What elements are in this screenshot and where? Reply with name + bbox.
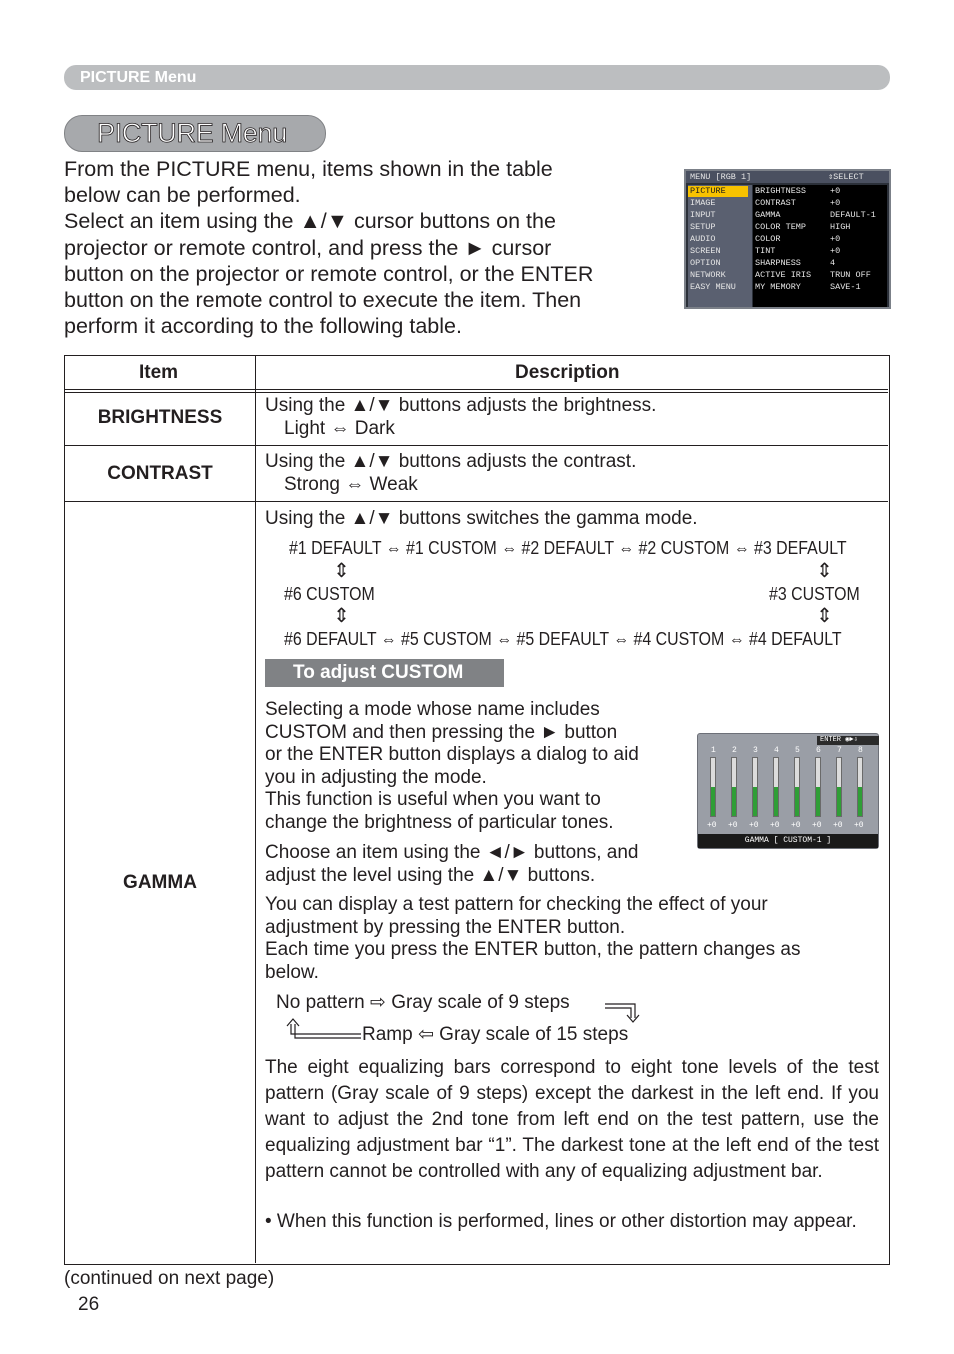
bar-level [711,787,715,816]
contrast-range: Strong ⇔ Weak [284,473,418,495]
select-icon: ⇕ [828,172,834,182]
brightness-line: Using the ▲/▼ buttons adjusts the brightness. [265,395,657,416]
picture-menu-screenshot [684,169,891,309]
loop-arrow-down-icon [603,1001,643,1023]
brightness-description [265,395,656,440]
menu-select-label: SELECT [833,172,864,182]
menu-item-value: 4 [830,258,836,268]
menu-item-value: +0 [830,234,841,244]
gamma-custom-paragraph [265,699,639,834]
table-divider-vertical [255,356,256,1263]
bar-level [795,787,799,816]
text-line: CUSTOM and then pressing the ► button [265,721,618,743]
bar-value: +0 [854,821,864,830]
bar-level [732,787,736,816]
menu-category-network: NETWORK [690,270,726,280]
updown-arrow-icon: ⇕ [333,605,350,627]
bar-value: +0 [707,821,717,830]
text-line: below. [265,961,319,983]
adjust-custom-heading: To adjust CUSTOM [265,659,504,687]
menu-item-value: TRUN OFF [830,270,871,280]
gamma-cycle-top: #1 DEFAULT ⇔ #1 CUSTOM ⇔ #2 DEFAULT ⇔ #2 CUSTOM ⇔ #3 DEFAULT [289,537,847,558]
menu-title: MENU [RGB 1] [690,172,752,182]
column-header-item: Item [139,362,179,383]
table-row-divider [65,445,888,446]
menu-item-name: COLOR [755,234,781,244]
gamma-custom-dialog-screenshot [697,733,879,849]
menu-title-bar [686,171,889,183]
text-line: You can display a test pattern for checking the effect of your [265,894,768,915]
bar-number: 8 [858,746,863,755]
continued-note: (continued on next page) [64,1268,275,1289]
menu-item-value: +0 [830,198,841,208]
bar-value: +0 [812,821,822,830]
text-line: or the ENTER button displays a dialog to aid [265,744,639,765]
intro-line: From the PICTURE menu, items shown in the table [64,157,553,181]
menu-item-name: TINT [755,246,776,256]
menu-category-easy-menu: EASY MENU [690,282,736,292]
bar-value: +0 [749,821,759,830]
menu-category-screen: SCREEN [690,246,721,256]
bar-number: 4 [774,746,779,755]
equalizing-bars-paragraph: The eight equalizing bars correspond to eight tone levels of the test pattern (Gray scale of 9 steps) except the darkest in the left end. If you want to adjust the 2nd tone from left end on the test pattern, use the equalizing adjustment bar “1”. The darkest tone at the left end of the test pattern cannot be controlled with any of equalizing adjustment bar. [265,1057,879,1182]
pattern-sequence-line1: No pattern ⇨ Gray scale of 9 steps [276,992,570,1013]
enter-label: ENTER [820,736,842,744]
gamma-test-pattern-paragraph [265,894,800,984]
bar-number: 2 [732,746,737,755]
intro-line: button on the remote control to execute the item. Then [64,288,582,313]
menu-item-value: +0 [830,246,841,256]
page-title: PICTURE Menu [64,115,326,152]
equalizing-bar [836,757,842,817]
bar-value: +0 [770,821,780,830]
menu-category-picture: PICTURE [688,186,748,197]
updown-arrow-icon: ⇕ [816,560,833,582]
gamma-intro: Using the ▲/▼ buttons switches the gamma mode. [265,508,698,529]
text-line: you in adjusting the mode. [265,766,487,788]
table-row-divider [65,501,888,502]
equalizing-bar [773,757,779,817]
bar-number: 5 [795,746,800,755]
bar-number: 3 [753,746,758,755]
item-brightness: BRIGHTNESS [97,407,223,428]
brightness-range: Light ⇔ Dark [284,417,395,439]
text-line: Selecting a mode whose name includes [265,699,600,720]
menu-item-name: CONTRAST [755,198,796,208]
intro-line: below can be performed. [64,183,301,208]
intro-line: Select an item using the ▲/▼ cursor buttons on the [64,209,556,234]
text-line: Each time you press the ENTER button, the pattern changes as [265,939,801,960]
pattern-sequence-line2: Ramp ⇦ Gray scale of 15 steps [362,1024,629,1045]
menu-item-name: ACTIVE IRIS [755,270,812,280]
enter-icon: ◉►⇩ [845,736,858,744]
gamma-cycle-right: #3 CUSTOM [769,583,860,604]
menu-item-name: COLOR TEMP [755,222,807,232]
equalizing-bar [752,757,758,817]
gamma-dialog-footer: GAMMA [ CUSTOM-1 ] [698,834,878,848]
menu-category-audio: AUDIO [690,234,716,244]
equalizing-bar [710,757,716,817]
bar-value: +0 [833,821,843,830]
bar-level [753,787,757,816]
menu-category-setup: SETUP [690,222,716,232]
text-line: Choose an item using the ◄/► buttons, and [265,842,639,863]
section-header-label: PICTURE Menu [80,69,197,86]
equalizing-bar [857,757,863,817]
contrast-description [265,451,636,496]
text-line: change the brightness of particular tones. [265,811,614,833]
menu-item-value: HIGH [830,222,851,232]
equalizing-bar [815,757,821,817]
updown-arrow-icon: ⇕ [816,605,833,627]
item-contrast: CONTRAST [107,463,213,484]
enter-hint [817,736,879,745]
menu-item-value: SAVE-1 [830,282,861,292]
gamma-cycle-left: #6 CUSTOM [284,583,375,604]
bar-value: +0 [791,821,801,830]
gamma-choose-paragraph [265,842,639,887]
menu-item-name: GAMMA [755,210,781,220]
text-line: This function is useful when you want to [265,789,601,810]
gamma-cycle-bottom: #6 DEFAULT ⇔ #5 CUSTOM ⇔ #5 DEFAULT ⇔ #4 CUSTOM ⇔ #4 DEFAULT [284,628,842,649]
bar-level [774,787,778,816]
menu-item-name: BRIGHTNESS [755,186,807,196]
distortion-note: • When this function is performed, lines or other distortion may appear. [265,1211,857,1232]
menu-category-input: INPUT [690,210,716,220]
text-line: adjustment by pressing the ENTER button. [265,916,626,938]
loop-arrow-up-icon [285,1018,363,1040]
menu-item-value: DEFAULT-1 [830,210,876,220]
updown-arrow-icon: ⇕ [333,560,350,582]
bar-number: 1 [711,746,716,755]
menu-item-name: SHARPNESS [755,258,801,268]
bar-level [837,787,841,816]
bar-level [816,787,820,816]
intro-line: projector or remote control, and press the ► cursor [64,235,552,260]
menu-select-hint [828,172,864,182]
bar-number: 6 [816,746,821,755]
menu-category-image: IMAGE [690,198,716,208]
column-header-description: Description [515,362,620,383]
section-header-bar [64,65,890,90]
intro-paragraph [64,156,664,339]
text-line: adjust the level using the ▲/▼ buttons. [265,864,596,886]
equalizing-bar [794,757,800,817]
contrast-line: Using the ▲/▼ buttons adjusts the contrast. [265,451,637,472]
bar-number: 7 [837,746,842,755]
table-header-divider [65,389,888,393]
menu-item-name: MY MEMORY [755,282,801,292]
intro-line: perform it according to the following table. [64,314,462,339]
bar-value: +0 [728,821,738,830]
item-gamma: GAMMA [123,872,197,893]
equalizing-bar [731,757,737,817]
intro-line: button on the projector or remote control, or the ENTER [64,261,594,286]
menu-item-value: +0 [830,186,841,196]
bar-level [858,787,862,816]
menu-category-option: OPTION [690,258,721,268]
page-number: 26 [78,1294,100,1315]
